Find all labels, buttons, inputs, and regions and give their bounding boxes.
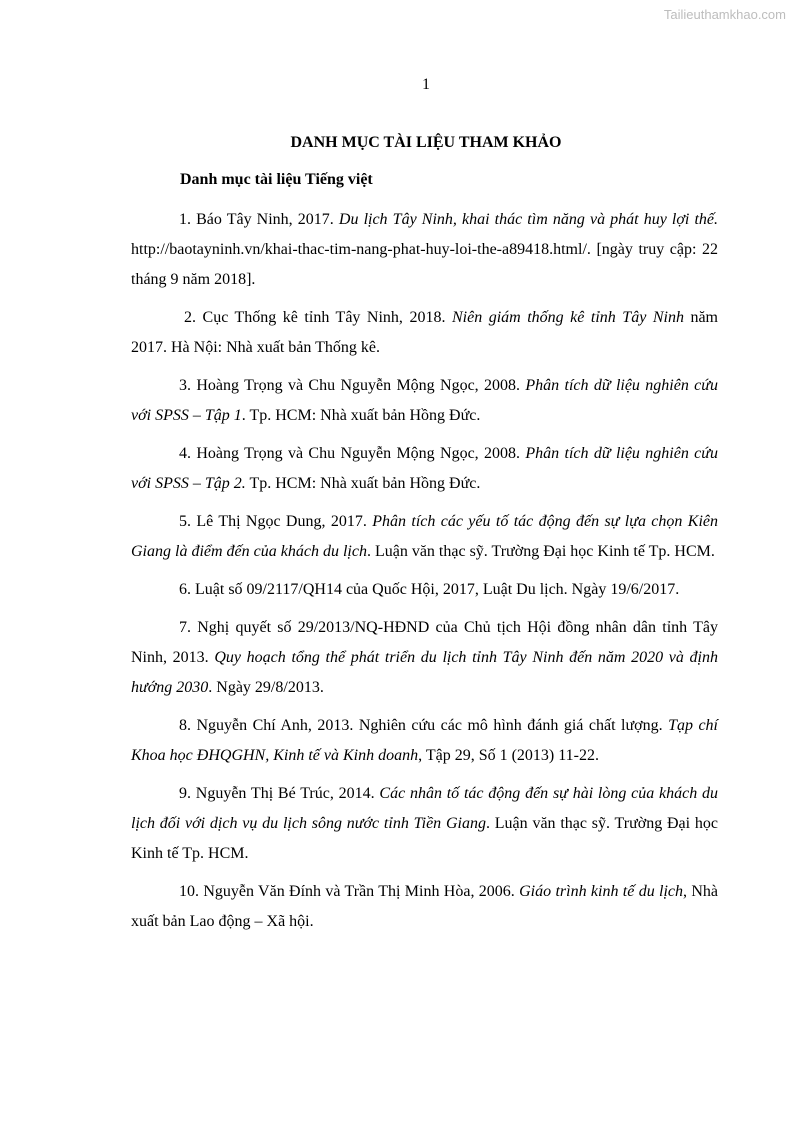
reference-lead: 3. Hoàng Trọng và Chu Nguyễn Mộng Ngọc, 2008.	[179, 377, 526, 394]
reference-item	[131, 575, 718, 605]
reference-tail: . Ngày 29/8/2013.	[208, 679, 324, 696]
reference-title: Quy hoạch tổng thể phát triển du lịch tỉnh Tây Ninh đến năm 2020 và định hướng 2030	[131, 649, 718, 696]
reference-title: Giáo trình kinh tế du lịch	[519, 883, 684, 900]
reference-lead: 2. Cục Thống kê tỉnh Tây Ninh, 2018.	[184, 309, 452, 326]
reference-item	[131, 507, 718, 567]
page-number: 1	[422, 76, 430, 93]
reference-title: Các nhân tố tác động đến sự hài lòng của khách du lịch đối với dịch vụ du lịch sông nước tỉnh Tiền Giang	[131, 785, 719, 832]
watermark: Tailieuthamkhao.com	[663, 7, 786, 22]
reference-tail: http://baotayninh.vn/khai-thac-tim-nang-phat-huy-loi-the-a89418.html/. [ngày truy cập: 22 tháng 9 năm 2018].	[131, 241, 718, 288]
reference-item	[131, 371, 718, 431]
section-heading: Danh mục tài liệu Tiếng việt	[180, 171, 373, 188]
reference-tail: . Luận văn thạc sỹ. Trường Đại học Kinh tế Tp. HCM.	[366, 543, 715, 560]
reference-lead: 1. Báo Tây Ninh, 2017.	[179, 211, 339, 228]
reference-lead: 4. Hoàng Trọng và Chu Nguyễn Mộng Ngọc, 2008.	[179, 445, 526, 462]
reference-item	[131, 303, 718, 363]
reference-item	[131, 779, 718, 869]
reference-lead: 9. Nguyễn Thị Bé Trúc, 2014.	[179, 785, 380, 802]
reference-lead: 5. Lê Thị Ngọc Dung, 2017.	[179, 513, 373, 530]
reference-item	[131, 205, 718, 295]
reference-lead: 8. Nguyễn Chí Anh, 2013. Nghiên cứu các mô hình đánh giá chất lượng.	[179, 717, 669, 734]
reference-item	[131, 711, 718, 771]
reference-lead: 6. Luật số 09/2117/QH14 của Quốc Hội, 2017, Luật Du lịch. Ngày 19/6/2017.	[179, 581, 680, 598]
reference-tail: Tp. HCM: Nhà xuất bản Hồng Đức.	[245, 475, 481, 492]
reference-title: Niên giám thống kê tỉnh Tây Ninh	[451, 309, 684, 326]
reference-tail: , Tập 29, Số 1 (2013) 11-22.	[418, 747, 599, 764]
reference-tail: . Tp. HCM: Nhà xuất bản Hồng Đức.	[241, 407, 481, 424]
reference-lead: 10. Nguyễn Văn Đính và Trần Thị Minh Hòa, 2006.	[179, 883, 520, 900]
reference-tail: năm 2017. Hà Nội: Nhà xuất bản Thống kê.	[131, 309, 718, 356]
reference-list	[131, 205, 718, 945]
reference-item	[131, 613, 718, 703]
reference-title: Phân tích các yếu tố tác động đến sự lựa chọn Kiên Giang là điểm đến của khách du lịch	[131, 513, 718, 560]
reference-title: Phân tích dữ liệu nghiên cứu với SPSS – Tập 2.	[131, 445, 719, 492]
reference-tail: , Nhà xuất bản Lao động – Xã hội.	[131, 883, 719, 930]
reference-lead: 7. Nghị quyết số 29/2013/NQ-HĐND của Chủ tịch Hội đồng nhân dân tỉnh Tây Ninh, 2013.	[131, 619, 718, 666]
page-title: DANH MỤC TÀI LIỆU THAM KHẢO	[290, 134, 562, 151]
reference-item	[131, 877, 718, 937]
reference-title: Tạp chí Khoa học ĐHQGHN, Kinh tế và Kinh doanh	[131, 717, 719, 764]
reference-title: Phân tích dữ liệu nghiên cứu với SPSS – Tập 1	[131, 377, 719, 424]
reference-item	[131, 439, 718, 499]
reference-tail: . Luận văn thạc sỹ. Trường Đại học Kinh tế Tp. HCM.	[131, 815, 718, 862]
reference-title: Du lịch Tây Ninh, khai thác tìm năng và phát huy lợi thế.	[338, 211, 719, 228]
